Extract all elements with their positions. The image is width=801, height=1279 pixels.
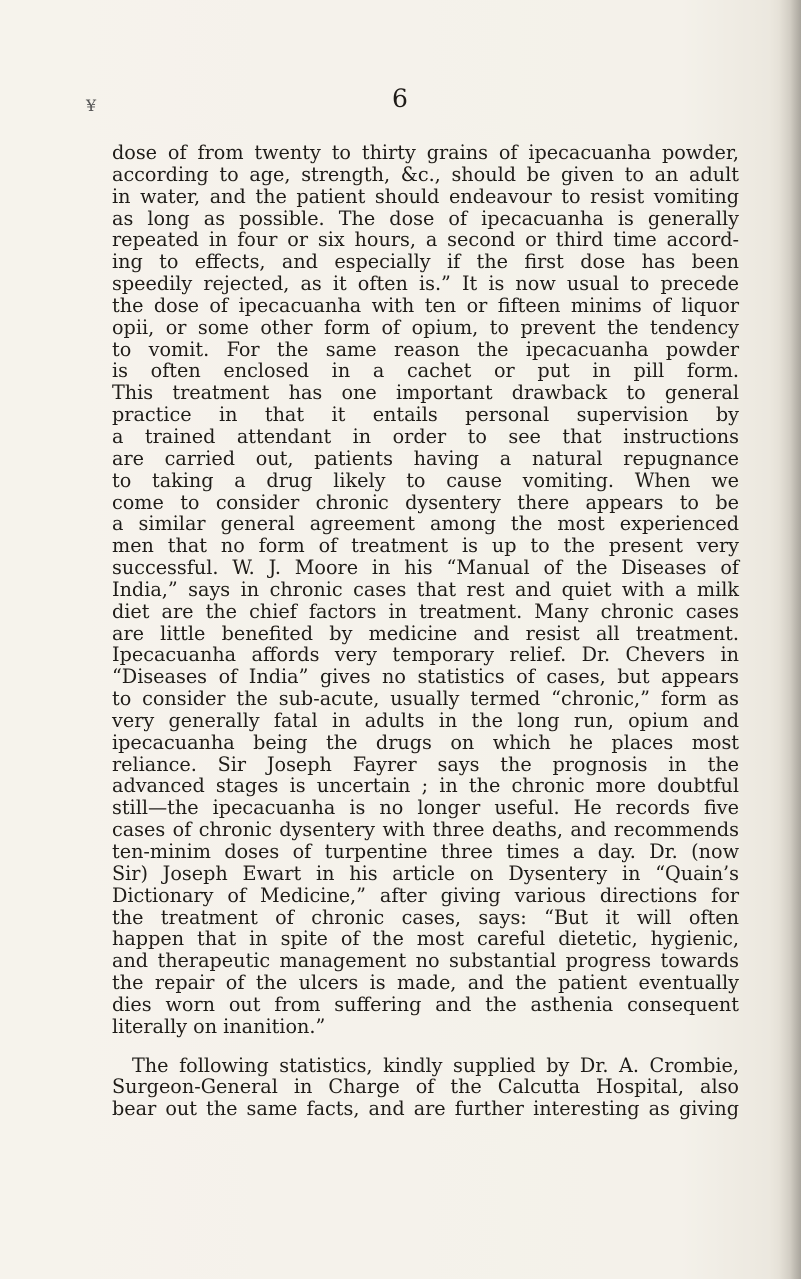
text-line: dies worn out from suffering and the asthenia consequent	[112, 992, 739, 1016]
text-line: Dictionary of Medicine,” after giving various directions for	[112, 883, 739, 907]
text-line: Sir) Joseph Ewart in his article on Dysentery in “Quain’s	[112, 861, 739, 885]
printer-mark: ¥	[86, 96, 97, 115]
text-line: The following statistics, kindly supplied by Dr. A. Crombie,	[132, 1053, 739, 1077]
text-line: ing to effects, and especially if the first dose has been	[112, 250, 739, 274]
text-line: diet are the chief factors in treatment. Many chronic cases	[112, 599, 739, 623]
text-line: practice in that it entails personal supervision by	[112, 403, 739, 427]
text-line: opii, or some other form of opium, to prevent the tendency	[112, 315, 739, 339]
text-line: dose of from twenty to thirty grains of ipecacuanha powder,	[112, 141, 739, 164]
text-line: advanced stages is uncertain ; in the chronic more doubtful	[112, 774, 739, 798]
paragraph	[112, 1055, 739, 1121]
text-line: ipecacuanha being the drugs on which he places most	[112, 730, 739, 754]
text-line: are little benefited by medicine and resist all treatment.	[112, 621, 739, 645]
text-line: the dose of ipecacuanha with ten or fifteen minims of liquor	[112, 293, 739, 317]
text-line: speedily rejected, as it often is.” It is now usual to precede	[112, 272, 739, 296]
text-line: a similar general agreement among the most experienced	[112, 512, 739, 536]
text-line: “Diseases of India” gives no statistics of cases, but appears	[112, 665, 739, 689]
paragraph	[112, 142, 739, 1038]
text-line: according to age, strength, &c., should be given to an adult	[112, 162, 739, 186]
text-line: the treatment of chronic cases, says: “But it will often	[112, 905, 739, 929]
text-line: as long as possible. The dose of ipecacuanha is generally	[112, 206, 739, 230]
text-line: come to consider chronic dysentery there appears to be	[112, 490, 739, 514]
text-line: a trained attendant in order to see that instructions	[112, 424, 739, 448]
page-number: 6	[392, 84, 409, 113]
text-line: successful. W. J. Moore in his “Manual of the Diseases of	[112, 556, 739, 580]
text-line: still—the ipecacuanha is no longer useful. He records five	[112, 796, 739, 820]
page-edge-shadow	[779, 0, 801, 1279]
text-line: to consider the sub-acute, usually termed “chronic,” form as	[112, 687, 739, 711]
text-line: is often enclosed in a cachet or put in pill form.	[112, 359, 739, 383]
text-line: to vomit. For the same reason the ipecacuanha powder	[112, 337, 739, 361]
text-line: in water, and the patient should endeavour to resist vomiting	[112, 184, 739, 208]
text-line: and therapeutic management no substantial progress towards	[112, 949, 739, 973]
text-line: very generally fatal in adults in the long run, opium and	[112, 708, 739, 732]
text-line: India,” says in chronic cases that rest and quiet with a milk	[112, 577, 739, 601]
text-line: the repair of the ulcers is made, and the patient eventually	[112, 971, 739, 995]
text-line: bear out the same facts, and are further interesting as giving	[112, 1097, 739, 1121]
text-line: repeated in four or six hours, a second or third time accord-	[112, 228, 739, 252]
text-line: This treatment has one important drawback to general	[112, 381, 739, 405]
text-line: to taking a drug likely to cause vomiting. When we	[112, 468, 739, 492]
text-line: Ipecacuanha affords very temporary relief. Dr. Chevers in	[112, 643, 739, 667]
text-line: happen that in spite of the most careful dietetic, hygienic,	[112, 927, 739, 951]
body-text	[112, 142, 739, 1120]
paragraph-gap	[112, 1038, 739, 1055]
text-line: men that no form of treatment is up to the present very	[112, 534, 739, 558]
text-line: cases of chronic dysentery with three deaths, and recommends	[112, 818, 739, 842]
text-line: are carried out, patients having a natural repugnance	[112, 446, 739, 470]
text-line: reliance. Sir Joseph Fayrer says the prognosis in the	[112, 752, 739, 776]
text-line: ten-minim doses of turpentine three times a day. Dr. (now	[112, 840, 739, 863]
text-line: Surgeon-General in Charge of the Calcutta Hospital, also	[112, 1075, 739, 1099]
text-line: literally on inanition.”	[112, 1014, 326, 1038]
